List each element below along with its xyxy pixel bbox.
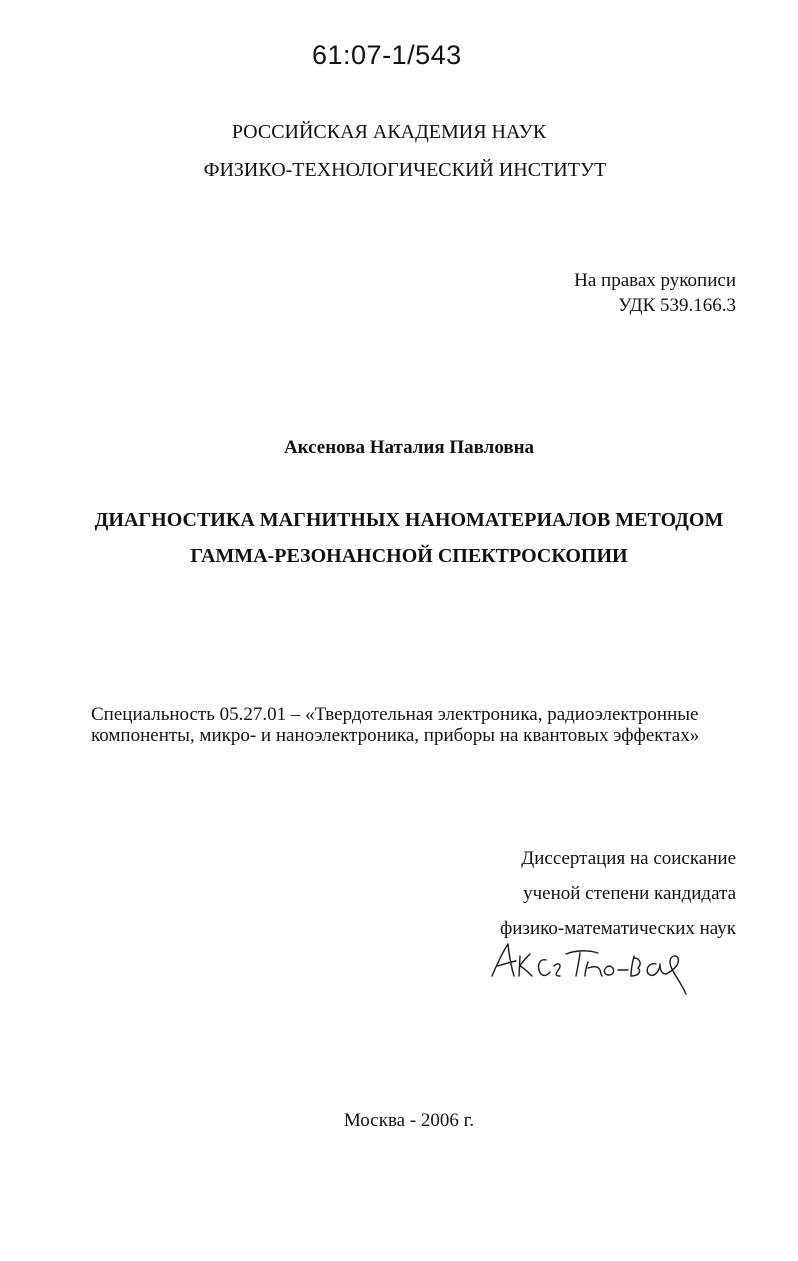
organization-name: РОССИЙСКАЯ АКАДЕМИЯ НАУК (231, 121, 547, 143)
place-and-year: Москва - 2006 г. (343, 1110, 475, 1131)
dissertation-note-line-2: ученой степени кандидата (523, 883, 736, 904)
manuscript-rights-note: На правах рукописи (574, 270, 736, 291)
institute-name: ФИЗИКО-ТЕХНОЛОГИЧЕСКИЙ ИНСТИТУТ (203, 159, 607, 181)
thesis-title-line-2: ГАММА-РЕЗОНАНСНОЙ СПЕКТРОСКОПИИ (190, 545, 628, 567)
dissertation-note-line-3: физико-математических наук (499, 918, 736, 939)
specialty-line-2: компоненты, микро- и наноэлектроника, приборы на квантовых эффектах» (91, 725, 700, 746)
handwritten-signature (484, 940, 694, 1002)
thesis-title-line-1: ДИАГНОСТИКА МАГНИТНЫХ НАНОМАТЕРИАЛОВ МЕТОДОМ (94, 509, 724, 531)
specialty-line-1: Специальность 05.27.01 – «Твердотельная электроника, радиоэлектронные (91, 704, 699, 725)
udc-code: УДК 539.166.3 (618, 295, 736, 316)
archive-stamp-number: 61:07-1/543 (312, 40, 462, 70)
author-name: Аксенова Наталия Павловна (283, 437, 535, 458)
dissertation-note-line-1: Диссертация на соискание (521, 848, 736, 869)
